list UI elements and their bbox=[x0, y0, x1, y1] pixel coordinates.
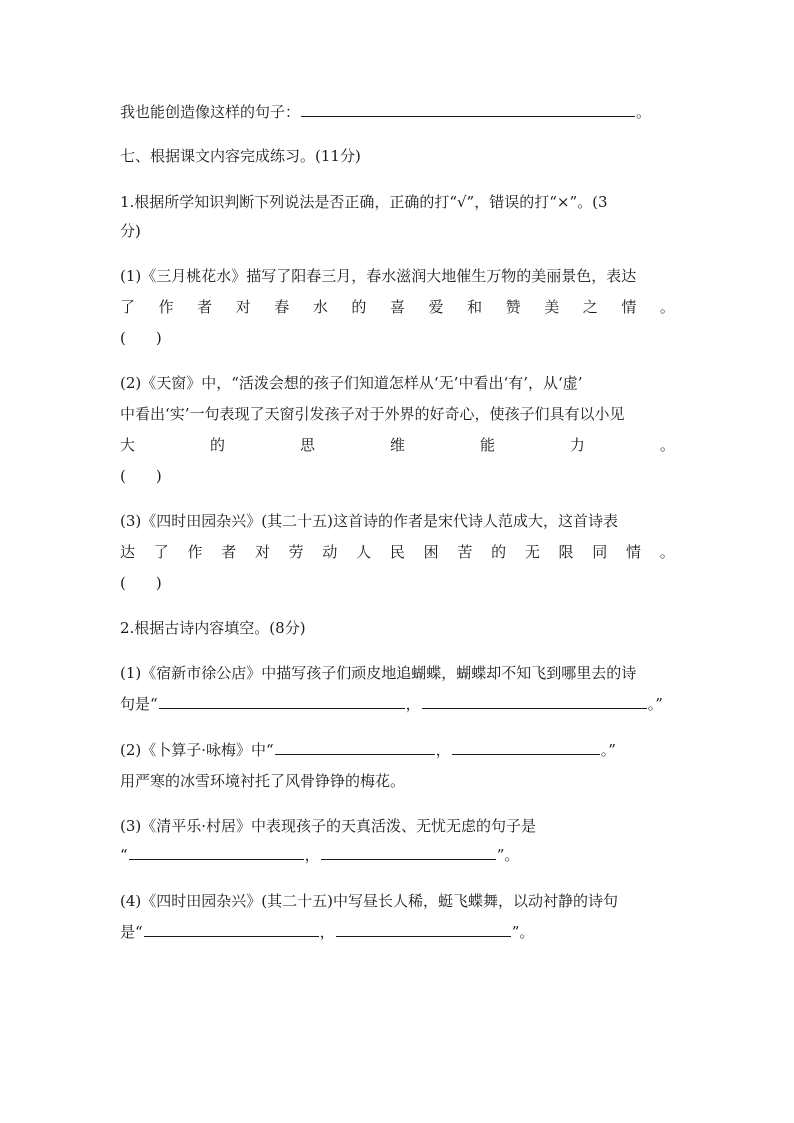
q1-item3-line1: (3)《四时田园杂兴》(其二十五)这首诗的作者是宋代诗人范成大，这首诗表 bbox=[120, 512, 618, 530]
q2-item3-end: ”。 bbox=[496, 846, 520, 864]
q2-item4-line1: (4)《四时田园杂兴》(其二十五)中写昼长人稀，蜓飞蝶舞，以动衬静的诗句 bbox=[120, 892, 618, 910]
q1-item3-char: 达 bbox=[120, 543, 136, 561]
q1-item1-char: 情 bbox=[621, 298, 637, 316]
q1-item2-answer-paren[interactable]: ( ) bbox=[120, 467, 162, 485]
q1-item3-char: 。 bbox=[659, 543, 675, 561]
q1-item3-answer-paren[interactable]: ( ) bbox=[120, 574, 162, 592]
q2-item4-comma: ， bbox=[319, 923, 335, 941]
q2-item2-blank-a[interactable] bbox=[275, 740, 435, 755]
intro-line bbox=[120, 102, 675, 122]
q2-item1-end: 。” bbox=[647, 695, 663, 713]
q2-item4-blank-b[interactable] bbox=[336, 922, 511, 937]
q1-item2-char: 能 bbox=[479, 436, 495, 454]
q2-item1-start: 句是“ bbox=[120, 695, 158, 713]
q1-item2-char: 。 bbox=[659, 436, 675, 454]
q1-item1-char: 春 bbox=[274, 298, 290, 316]
q1-line1: 1.根据所学知识判断下列说法是否正确，正确的打“√”，错误的打“×”。(3 bbox=[120, 193, 608, 211]
q1-item2-char: 的 bbox=[209, 436, 225, 454]
q1-item1-char: 之 bbox=[582, 298, 598, 316]
q1-item2-char: 大 bbox=[120, 436, 136, 454]
q1-item3-char: 者 bbox=[221, 543, 237, 561]
q2-item3-blank-b[interactable] bbox=[321, 845, 496, 860]
q1-item3-char: 苦 bbox=[457, 543, 473, 561]
q2-item4-start: 是“ bbox=[120, 923, 143, 941]
q1-item2-char: 力 bbox=[569, 436, 585, 454]
q1-item2-char: 思 bbox=[299, 436, 315, 454]
q1-item3-char: 作 bbox=[187, 543, 203, 561]
q1-item1-char: 。 bbox=[659, 298, 675, 316]
q2-item2-end: 。” bbox=[600, 741, 616, 759]
q2-item1-line1: (1)《宿新市徐公店》中描写孩子们顽皮地追蝴蝶，蝴蝶却不知飞到哪里去的诗 bbox=[120, 664, 637, 682]
q1-item1-char: 爱 bbox=[428, 298, 444, 316]
q1-item1-line1: (1)《三月桃花水》描写了阳春三月，春水滋润大地催生万物的美丽景色，表达 bbox=[120, 267, 637, 285]
q2-item4-line2 bbox=[120, 922, 675, 942]
q1-item3-char: 动 bbox=[322, 543, 338, 561]
q1-item3-char: 劳 bbox=[288, 543, 304, 561]
q1-item2-line1: (2)《天窗》中，“活泼会想的孩子们知道怎样从‘无’中看出‘有’，从‘虚’ bbox=[120, 374, 583, 392]
q1-line2: 分) bbox=[120, 222, 141, 240]
q1-item1-line2 bbox=[120, 297, 675, 317]
q2-item3-line1: (3)《清平乐·村居》中表现孩子的天真活泼、无忧无虑的句子是 bbox=[120, 817, 537, 835]
intro-end: 。 bbox=[636, 103, 652, 121]
q1-item1-char: 赞 bbox=[505, 298, 521, 316]
intro-answer-blank[interactable] bbox=[301, 102, 635, 117]
q2-item2-line1 bbox=[120, 740, 675, 760]
q1-item3-char: 对 bbox=[254, 543, 270, 561]
q1-item2-line3 bbox=[120, 435, 675, 455]
section7-title: 七、根据课文内容完成练习。(11分) bbox=[120, 147, 361, 165]
q2-item1-blank-a[interactable] bbox=[159, 694, 405, 709]
q1-item1-answer-paren[interactable]: ( ) bbox=[120, 329, 162, 347]
q2-item1-comma: ， bbox=[405, 695, 421, 713]
q1-item1-char: 对 bbox=[235, 298, 251, 316]
q2-item2-blank-b[interactable] bbox=[452, 740, 600, 755]
q1-item1-char: 的 bbox=[351, 298, 367, 316]
q1-item1-char: 喜 bbox=[389, 298, 405, 316]
q1-item3-char: 同 bbox=[592, 543, 608, 561]
q1-item3-char: 情 bbox=[626, 543, 642, 561]
q1-item1-char: 水 bbox=[312, 298, 328, 316]
q2-item4-blank-a[interactable] bbox=[144, 922, 319, 937]
q2-item3-blank-a[interactable] bbox=[129, 845, 304, 860]
q2-item4-end: ”。 bbox=[511, 923, 535, 941]
q2-item1-blank-b[interactable] bbox=[422, 694, 647, 709]
q2-item2-start: (2)《卜算子·咏梅》中“ bbox=[120, 741, 274, 759]
q1-item3-char: 限 bbox=[558, 543, 574, 561]
q2-item1-line2 bbox=[120, 694, 675, 714]
q2-item2-comma: ， bbox=[435, 741, 451, 759]
q1-item3-char: 人 bbox=[356, 543, 372, 561]
q1-item2-line2: 中看出‘实’一句表现了天窗引发孩子对于外界的好奇心，使孩子们具有以小见 bbox=[120, 405, 625, 423]
q1-item1-char: 者 bbox=[197, 298, 213, 316]
q1-item1-char: 了 bbox=[120, 298, 136, 316]
q2-item2-line2: 用严寒的冰雪环境衬托了风骨铮铮的梅花。 bbox=[120, 772, 406, 790]
q1-item3-char: 无 bbox=[524, 543, 540, 561]
q1-item1-char: 作 bbox=[158, 298, 174, 316]
q2-title: 2.根据古诗内容填空。(8分) bbox=[120, 619, 306, 637]
q1-item1-char: 和 bbox=[467, 298, 483, 316]
q2-item3-comma: ， bbox=[304, 846, 320, 864]
q2-item3-start: “ bbox=[120, 846, 128, 864]
q2-item3-line2 bbox=[120, 845, 675, 865]
q1-item3-char: 的 bbox=[491, 543, 507, 561]
q1-item2-char: 维 bbox=[389, 436, 405, 454]
q1-item3-line2 bbox=[120, 542, 675, 562]
q1-item3-char: 民 bbox=[389, 543, 405, 561]
intro-prompt: 我也能创造像这样的句子： bbox=[120, 103, 301, 121]
q1-item3-char: 困 bbox=[423, 543, 439, 561]
q1-item1-char: 美 bbox=[544, 298, 560, 316]
q1-item3-char: 了 bbox=[153, 543, 169, 561]
